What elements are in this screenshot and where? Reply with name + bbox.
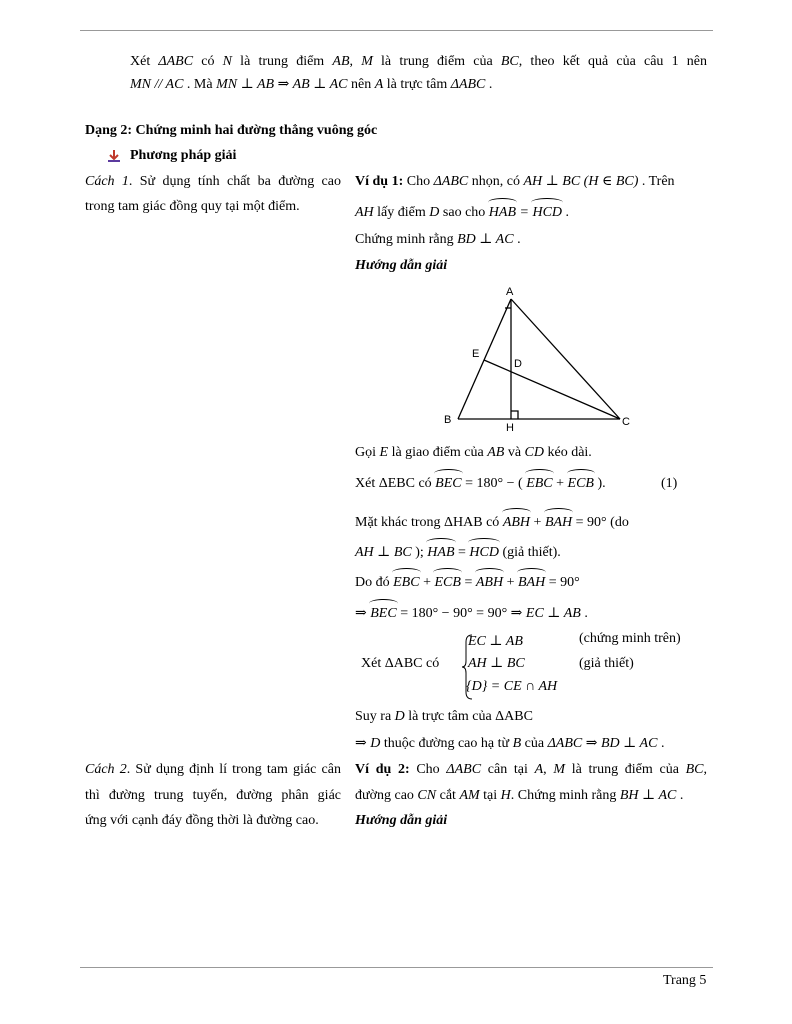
- angle: HAB: [427, 543, 454, 563]
- text-run: M: [553, 762, 566, 777]
- text-run: thuộc đường cao hạ từ: [380, 736, 513, 751]
- text-run: CN: [417, 788, 437, 803]
- text-run: AB: [487, 445, 505, 460]
- text-run: BC: [685, 762, 704, 777]
- example1-line-2: [355, 203, 569, 223]
- text-run: tại: [479, 788, 501, 803]
- text-run: +: [503, 575, 518, 590]
- text-run: = 90° (do: [572, 515, 629, 530]
- text-run: .: [562, 205, 570, 220]
- text-run: .: [485, 77, 493, 92]
- example2-line-2: [355, 786, 683, 806]
- text-run: ⇒: [355, 606, 371, 621]
- text-run: =: [460, 575, 476, 590]
- text-run: AB: [332, 54, 350, 69]
- solution-line-2: [355, 474, 606, 494]
- text-run: Chứng minh rằng: [355, 232, 458, 247]
- text-run: N: [222, 54, 232, 69]
- text-run: .: [676, 788, 684, 803]
- text-run: , theo kết quả của câu 1 nên: [518, 54, 708, 69]
- angle: HCD: [469, 543, 499, 563]
- text-run: = 180° − 90° = 90° ⇒: [396, 606, 526, 621]
- footer-rule: [80, 967, 713, 968]
- text-run: thì đường trung tuyến, đường phân giác: [85, 788, 341, 803]
- text-run: Do đó: [355, 575, 394, 590]
- text-run: H: [500, 788, 511, 803]
- text-run: D: [394, 709, 405, 724]
- method-title: Phương pháp giải: [130, 148, 237, 163]
- solution-line-4: [355, 543, 561, 563]
- text-run: AH: [355, 205, 374, 220]
- text-run: (giả thiết).: [498, 545, 561, 560]
- angle: BAH: [545, 513, 572, 533]
- text-run: CD: [524, 445, 544, 460]
- text-run: có: [193, 54, 223, 69]
- solution-line-3: [355, 513, 629, 533]
- solution-line-6: [355, 604, 588, 624]
- text-run: AH ⊥ BC (H ∈ BC): [523, 174, 639, 189]
- system-line-3: {D} = CE ∩ AH: [466, 679, 558, 694]
- angle: ECB: [434, 573, 460, 593]
- example2-line-1: [355, 760, 707, 780]
- text-run: ,: [349, 54, 362, 69]
- text-run: ΔABC: [158, 54, 194, 69]
- angle: HAB: [489, 203, 516, 223]
- text-run: BH ⊥ AC: [619, 788, 677, 803]
- method2-line-2: [85, 786, 341, 806]
- text-run: Gọi: [355, 445, 380, 460]
- text-run: Suy ra: [355, 709, 395, 724]
- text-run: Cách 2: [85, 762, 127, 777]
- text-run: sao cho: [439, 205, 489, 220]
- text-run: D: [370, 736, 381, 751]
- text-run: ⇒: [355, 736, 371, 751]
- text-run: A: [374, 77, 384, 92]
- text-run: +: [419, 575, 435, 590]
- label-c: C: [622, 416, 630, 428]
- text-run: . Sử dụng định lí trong tam giác cân: [126, 762, 341, 777]
- text-run: );: [411, 545, 428, 560]
- text-run: ΔABC: [450, 77, 486, 92]
- angle: ABH: [503, 513, 530, 533]
- section-heading: Dạng 2: Chứng minh hai đường thẳng vuông góc: [85, 123, 378, 138]
- text-run: .: [657, 736, 665, 751]
- text-run: là trung điểm của: [565, 762, 686, 777]
- text-run: và: [504, 445, 525, 460]
- text-run: ΔABC: [547, 736, 583, 751]
- text-run: Cho: [409, 762, 447, 777]
- text-run: .: [580, 606, 588, 621]
- example2-guide: Hướng dẫn giải: [355, 813, 448, 828]
- page-number: Trang 5: [663, 973, 707, 988]
- segment-ce: [484, 360, 620, 419]
- side-ac: [511, 299, 620, 419]
- text-run: = 180° − (: [461, 476, 527, 491]
- text-run: đường cao: [355, 788, 418, 803]
- text-run: . Mà: [183, 77, 217, 92]
- system-intro: Xét ΔABC có: [361, 656, 440, 671]
- bullet-icon: [107, 149, 121, 163]
- solution-line-1: [355, 443, 592, 463]
- intro-line-2: [130, 75, 492, 95]
- right-angle-h: [511, 411, 518, 419]
- text-run: ΔABC: [433, 174, 469, 189]
- angle: BAH: [518, 573, 545, 593]
- text-run: là giao điểm của: [388, 445, 488, 460]
- conclusion-line-2: [355, 734, 664, 754]
- triangle-figure: [438, 283, 638, 433]
- text-run: EC ⊥ AB: [525, 606, 581, 621]
- text-run: nhọn, có: [468, 174, 524, 189]
- method1-line-1: [85, 172, 341, 192]
- example1-line-3: [355, 230, 521, 250]
- text-run: . Trên: [638, 174, 675, 189]
- text-run: Cách 1: [85, 174, 129, 189]
- solution-line-5: [355, 573, 580, 593]
- text-run: =: [454, 545, 470, 560]
- conclusion-line-1: [355, 707, 533, 727]
- text-run: M: [361, 54, 373, 69]
- text-run: .: [513, 232, 521, 247]
- header-rule: [80, 30, 713, 31]
- angle: ABH: [476, 573, 503, 593]
- text-run: ,: [703, 762, 708, 777]
- label-d: D: [514, 358, 522, 370]
- method2-line-1: [85, 760, 341, 780]
- angle: BEC: [370, 604, 396, 624]
- text-run: B: [512, 736, 522, 751]
- text-run: ứng với cạnh đáy đồng thời là đường cao.: [85, 813, 319, 828]
- text-run: cắt: [436, 788, 460, 803]
- text-run: Xét ΔEBC có: [355, 476, 436, 491]
- text-run: . Sử dụng tính chất ba đường cao: [128, 174, 341, 189]
- text-run: Ví dụ 2:: [355, 762, 410, 777]
- side-ab: [458, 299, 511, 419]
- text-run: +: [552, 476, 568, 491]
- text-run: BD ⊥ AC: [457, 232, 514, 247]
- text-run: . Chứng minh rằng: [510, 788, 620, 803]
- text-run: A: [534, 762, 544, 777]
- text-run: AM: [459, 788, 480, 803]
- angle: EBC: [526, 474, 552, 494]
- system-note-2: (giả thiết): [579, 656, 634, 671]
- text-run: cân tại: [481, 762, 535, 777]
- label-a: A: [506, 286, 514, 298]
- text-run: ΔABC: [446, 762, 482, 777]
- text-run: E: [379, 445, 389, 460]
- label-h: H: [506, 422, 514, 433]
- equation-number: (1): [661, 476, 678, 491]
- text-run: là trực tâm: [383, 77, 451, 92]
- text-run: D: [429, 205, 440, 220]
- text-run: ).: [594, 476, 606, 491]
- text-run: ,: [543, 762, 554, 777]
- text-run: BD ⊥ AC: [600, 736, 658, 751]
- method2-line-3: [85, 811, 319, 831]
- system-line-1: EC ⊥ AB: [468, 634, 523, 649]
- text-run: Mặt khác trong ΔHAB có: [355, 515, 503, 530]
- system-line-2: AH ⊥ BC: [468, 656, 525, 671]
- text-run: MN ⊥ AB ⇒ AB ⊥ AC: [216, 77, 348, 92]
- text-run: nên: [347, 77, 375, 92]
- text-run: +: [530, 515, 545, 530]
- angle: HCD: [532, 203, 562, 223]
- text-run: lấy điểm: [373, 205, 430, 220]
- example1-guide: Hướng dẫn giải: [355, 258, 448, 273]
- text-run: là trực tâm của ΔABC: [404, 709, 533, 724]
- text-run: của: [521, 736, 548, 751]
- label-b: B: [444, 414, 452, 426]
- angle: EBC: [393, 573, 419, 593]
- text-run: Cho: [403, 174, 434, 189]
- text-run: = 90°: [545, 575, 580, 590]
- text-run: kéo dài.: [543, 445, 592, 460]
- text-run: =: [516, 205, 533, 220]
- text-run: trong tam giác đồng quy tại một điểm.: [85, 199, 300, 214]
- text-run: là trung điểm của: [372, 54, 501, 69]
- text-run: ⇒: [582, 736, 601, 751]
- intro-line-1: [130, 52, 707, 72]
- text-run: MN // AC: [130, 77, 184, 92]
- method1-line-2: [85, 197, 300, 217]
- angle: BEC: [435, 474, 461, 494]
- example1-line-1: [355, 172, 675, 192]
- text-run: AH ⊥ BC: [355, 545, 412, 560]
- text-run: Ví dụ 1:: [355, 174, 404, 189]
- text-run: Xét: [130, 54, 159, 69]
- system-note-1: (chứng minh trên): [579, 631, 681, 646]
- text-run: BC: [500, 54, 519, 69]
- text-run: là trung điểm: [232, 54, 333, 69]
- angle: ECB: [568, 474, 594, 494]
- label-e: E: [472, 348, 480, 360]
